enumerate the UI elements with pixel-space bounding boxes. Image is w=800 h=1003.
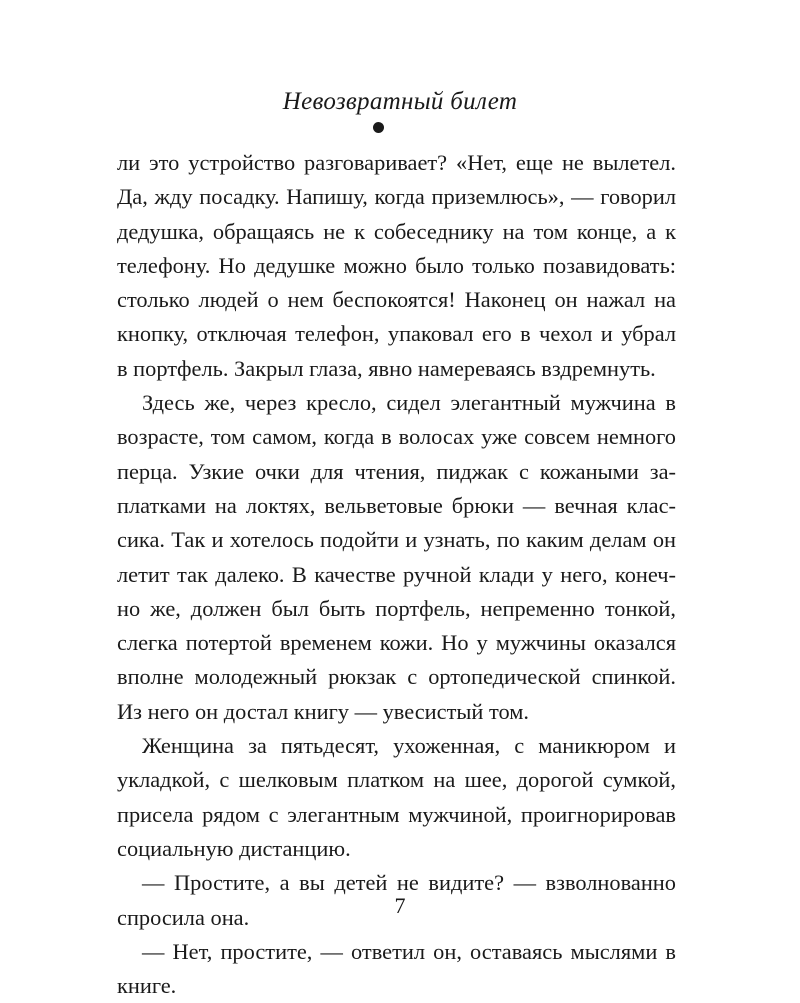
text-line: дедушка, обращаясь не к собеседнику на том конце, а к: [117, 218, 676, 244]
text-line: книге.: [117, 973, 177, 999]
text-line: — Простите, а вы детей не видите? — взволнованно: [142, 870, 676, 896]
text-line: платками на локтях, вельветовые брюки — вечная клас-: [117, 492, 676, 518]
text-line: летит так далеко. В качестве ручной клади у него, конеч-: [117, 561, 676, 587]
text-line: — Нет, простите, — ответил он, оставаясь мыслями в: [142, 938, 676, 964]
paragraph: [117, 935, 676, 1003]
paragraph: [117, 386, 676, 729]
text-line: слегка потертой временем кожи. Но у мужчины оказался: [117, 630, 676, 656]
text-line: телефону. Но дедушке можно было только позавидовать:: [117, 252, 676, 278]
body-text: [117, 146, 676, 1003]
bullet-ornament: [373, 122, 384, 133]
text-line: но же, должен был быть портфель, непременно тонкой,: [117, 595, 676, 621]
text-line: укладкой, с шелковым платком на шее, дорогой сумкой,: [117, 767, 676, 793]
text-line: Из него он достал книгу — увесистый том.: [117, 698, 530, 724]
text-line: перца. Узкие очки для чтения, пиджак с кожаными за-: [117, 458, 676, 484]
text-line: спросила она.: [117, 904, 250, 930]
paragraph: [117, 146, 676, 386]
text-line: в портфель. Закрыл глаза, явно намереваясь вздремнуть.: [117, 355, 656, 381]
text-line: возрасте, том самом, когда в волосах уже совсем немного: [117, 424, 676, 450]
text-line: сика. Так и хотелось подойти и узнать, по каким делам он: [117, 527, 676, 553]
text-line: социальную дистанцию.: [117, 835, 351, 861]
text-line: кнопку, отключая телефон, упаковал его в чехол и убрал: [117, 321, 676, 347]
text-line: столько людей о нем беспокоятся! Наконец он нажал на: [117, 287, 676, 313]
paragraph: [117, 729, 676, 866]
running-title: Невозвратный билет: [282, 88, 518, 115]
text-line: Женщина за пятьдесят, ухоженная, с маникюром и: [142, 733, 676, 759]
text-line: Да, жду посадку. Напишу, когда приземлюсь», — говорил: [117, 184, 676, 210]
page-number: 7: [394, 893, 406, 918]
text-line: присела рядом с элегантным мужчиной, проигнорировав: [117, 801, 676, 827]
text-line: Здесь же, через кресло, сидел элегантный мужчина в: [142, 390, 676, 416]
text-line: ли это устройство разговаривает? «Нет, еще не вылетел.: [117, 150, 676, 175]
text-line: вполне молодежный рюкзак с ортопедической спинкой.: [117, 664, 676, 690]
